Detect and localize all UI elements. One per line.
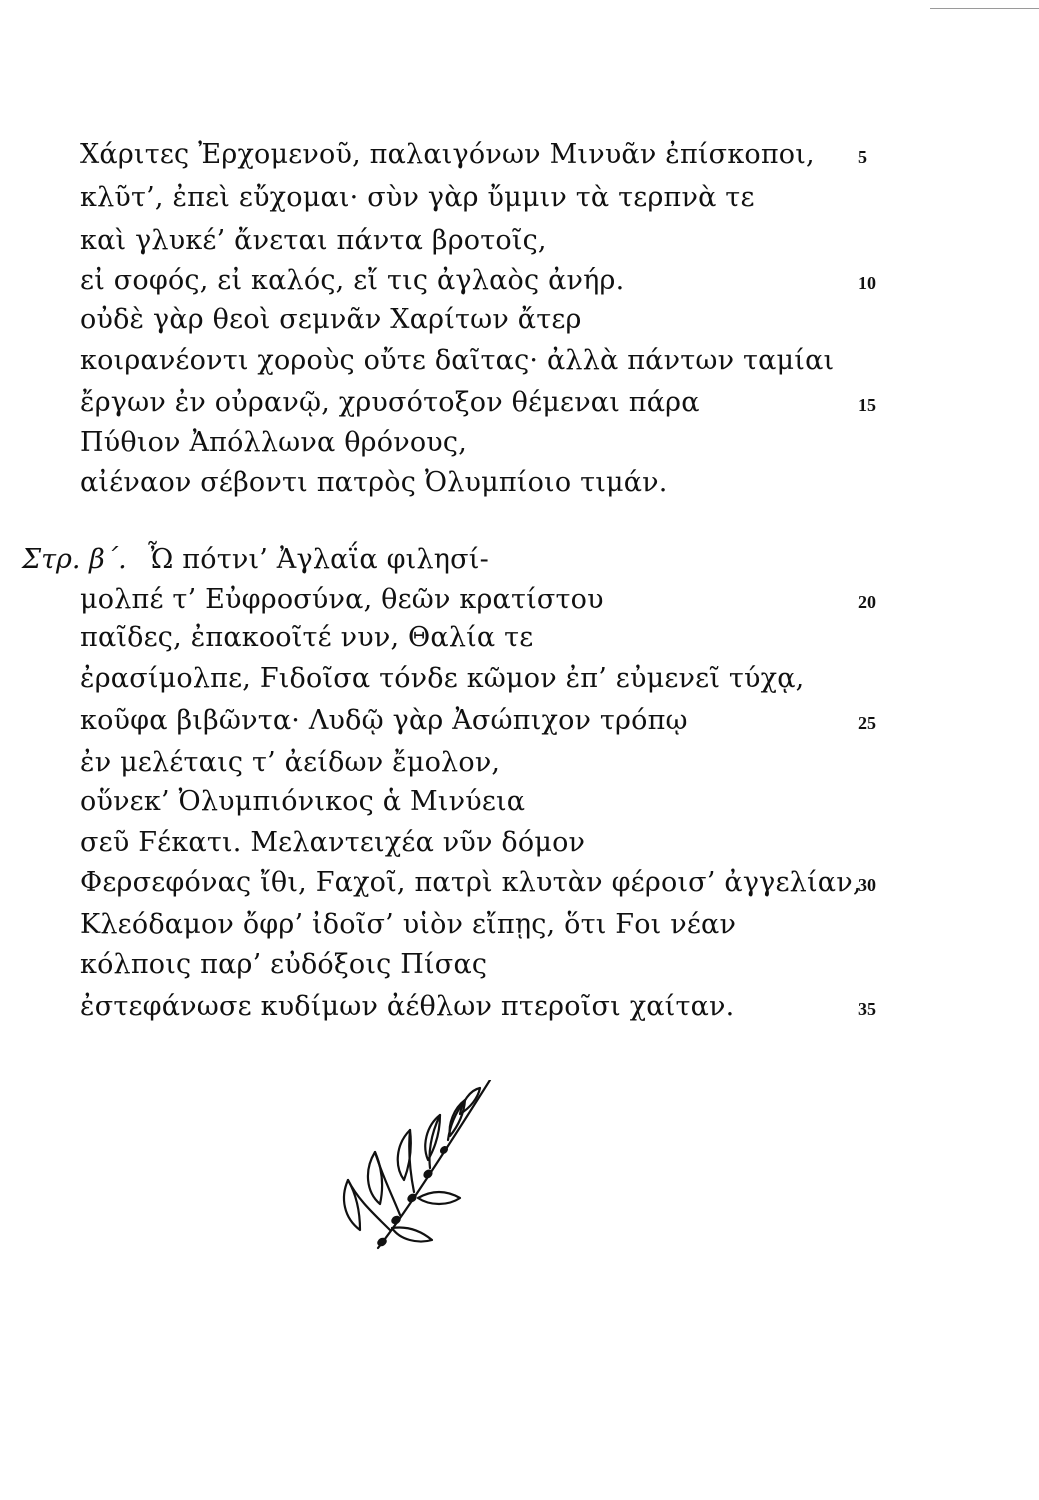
line-number: 20 [858, 592, 876, 612]
verse-line: οὐδὲ γὰρ θεοὶ σεμνᾶν Χαρίτων ἄτερ [80, 304, 582, 335]
verse-line: Πύθιον Ἀπόλλωνα θρόνους, [80, 427, 467, 458]
olive-branch-icon [330, 1080, 500, 1260]
top-rule [930, 8, 1039, 9]
verse-line: ἐρασίμολπε, Ϝιδοῖσα τόνδε κῶμον ἐπ’ εὐμενεῖ τύχᾳ, [80, 663, 805, 694]
verse-line: εἰ σοφός, εἰ καλός, εἴ τις ἀγλαὸς ἀνήρ. [80, 265, 625, 296]
verse-line: οὕνεκ’ Ὀλυμπιόνικος ἁ Μινύεια [80, 786, 526, 817]
line-number: 5 [858, 147, 867, 167]
verse-line: Ὦ πότνι’ Ἀγλαΐα φιλησί- [148, 544, 489, 575]
verse-line: Χάριτες Ἐρχομενοῦ, παλαιγόνων Μινυᾶν ἐπίσκοποι, [80, 139, 815, 170]
line-number: 10 [858, 273, 876, 293]
verse-line: παῖδες, ἐπακοοῖτέ νυν, Θαλία τε [80, 622, 534, 653]
verse-line: Κλεόδαμον ὄφρ’ ἰδοῖσ’ υἱὸν εἴπῃς, ὅτι Ϝοι νέαν [80, 909, 737, 940]
verse-line: ἐν μελέταις τ’ ἀείδων ἔμολον, [80, 747, 501, 778]
verse-line: σεῦ Ϝέκατι. Μελαντειχέα νῦν δόμον [80, 827, 586, 858]
verse-line: κοιρανέοντι χοροὺς οὔτε δαῖτας· ἀλλὰ πάντων ταμίαι [80, 345, 835, 376]
line-number: 30 [858, 875, 876, 895]
verse-line: καὶ γλυκέ’ ἄνεται πάντα βροτοῖς, [80, 225, 547, 256]
verse-line: Φερσεφόνας ἴθι, Ϝαχοῖ, πατρὶ κλυτὰν φέροισ’ ἀγγελίαν, [80, 867, 862, 898]
line-number: 25 [858, 713, 876, 733]
verse-line: κοῦφα βιβῶντα· Λυδῷ γὰρ Ἀσώπιχον τρόπῳ [80, 705, 688, 736]
line-number: 15 [858, 395, 876, 415]
verse-line: κόλποις παρ’ εὐδόξοις Πίσας [80, 949, 488, 980]
verse-line: αἰέναον σέβοντι πατρὸς Ὀλυμπίοιο τιμάν. [80, 467, 668, 498]
verse-line: ἔργων ἐν οὐρανῷ, χρυσότοξον θέμεναι πάρα [80, 387, 700, 418]
line-number: 35 [858, 999, 876, 1019]
verse-line: κλῦτ’, ἐπεὶ εὔχομαι· σὺν γὰρ ὔμμιν τὰ τερπνὰ τε [80, 182, 755, 213]
strophe-label: Στρ. β΄. [22, 544, 127, 575]
verse-line: μολπέ τ’ Εὐφροσύνα, θεῶν κρατίστου [80, 584, 604, 615]
verse-line: ἐστεφάνωσε κυδίμων ἀέθλων πτεροῖσι χαίταν. [80, 991, 735, 1022]
